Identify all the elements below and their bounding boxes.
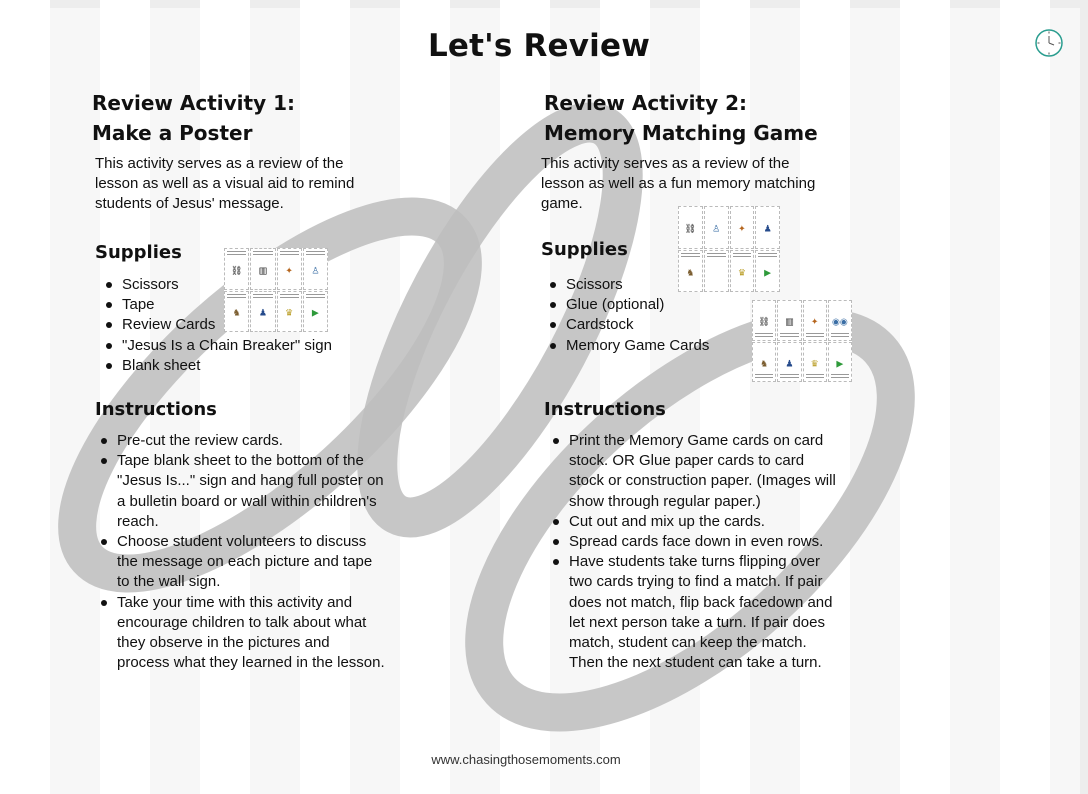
runner-icon: ✦ xyxy=(738,223,746,234)
list-item: Scissors xyxy=(100,275,360,295)
man-icon: ♟ xyxy=(785,358,794,369)
go-icon: ▶ xyxy=(311,307,319,318)
list-item: "Jesus Is a Chain Breaker" sign xyxy=(100,336,360,356)
jail-icon: ▥ xyxy=(258,265,268,276)
activity2-heading-line1: Review Activity 2: xyxy=(544,91,747,115)
activity2-intro: This activity serves as a review of the lesson as well as a fun memory matching game. xyxy=(541,155,816,212)
list-item: Glue (optional) xyxy=(544,295,744,315)
review-cards-thumbnail xyxy=(224,248,328,332)
list-item: Spread cards face down in even rows. xyxy=(547,532,837,552)
crown-icon: ♛ xyxy=(737,267,746,278)
list-item: Cardstock xyxy=(544,315,744,335)
man-icon: ♟ xyxy=(258,307,267,318)
activity2-instructions-list xyxy=(547,431,837,673)
man-icon: ♟ xyxy=(763,223,772,234)
person-icon: ♙ xyxy=(311,265,320,276)
list-item: Cut out and mix up the cards. xyxy=(547,512,837,532)
eyes-icon: ◉◉ xyxy=(832,316,848,327)
lamb-icon: ♞ xyxy=(232,307,241,318)
list-item: Blank sheet xyxy=(100,356,360,376)
list-item: Memory Game Cards xyxy=(544,336,744,356)
lamb-icon: ♞ xyxy=(760,358,769,369)
crown-icon: ♛ xyxy=(285,307,294,318)
list-item: Have students take turns flipping over two cards trying to find a match. If pair does not match, flip back facedown and let next person take a turn. If pair does match, student can keep the match. Then the next student can take a turn. xyxy=(547,552,837,673)
list-item: Take your time with this activity and encourage children to talk about what they observe in the pictures and process what they learned in the lesson. xyxy=(95,593,385,674)
footer-url: www.chasingthosemoments.com xyxy=(431,752,621,767)
list-item: Scissors xyxy=(544,275,744,295)
activity2-heading-line2: Memory Matching Game xyxy=(544,121,818,145)
list-item: Review Cards xyxy=(100,315,360,335)
activity1-heading-line2: Make a Poster xyxy=(92,121,253,145)
clock-logo-icon xyxy=(1034,28,1064,58)
activity1-intro: This activity serves as a review of the lesson as well as a visual aid to remind students of Jesus' message. xyxy=(95,155,355,212)
page-title: Let's Review xyxy=(427,28,651,64)
memory-cards-thumbnail-front xyxy=(752,300,852,382)
list-item: Tape xyxy=(100,295,360,315)
activity1-supplies-heading: Supplies xyxy=(95,242,182,263)
activity1-instructions-list xyxy=(95,431,385,673)
runner-icon: ✦ xyxy=(810,316,819,327)
activity2-supplies-heading: Supplies xyxy=(541,239,628,260)
activity1-instructions-heading: Instructions xyxy=(95,399,217,420)
lamb-icon: ♞ xyxy=(686,267,695,278)
crown-icon: ♛ xyxy=(810,358,819,369)
go-icon: ▶ xyxy=(836,358,844,369)
person-icon: ♙ xyxy=(712,223,721,234)
go-icon: ▶ xyxy=(764,267,772,278)
activity2-supplies-list xyxy=(544,275,744,356)
list-item: Print the Memory Game cards on card stock. OR Glue paper cards to card stock or construction paper. (Images will show through regular paper.) xyxy=(547,431,837,512)
runner-icon: ✦ xyxy=(285,265,293,276)
jail-icon: ▥ xyxy=(785,316,794,327)
list-item: Tape blank sheet to the bottom of the "Jesus Is..." sign and hang full poster on a bulletin board or wall within children's reach. xyxy=(95,451,385,532)
list-item: Choose student volunteers to discuss the message on each picture and tape to the wall sign. xyxy=(95,532,385,593)
activity2-instructions-heading: Instructions xyxy=(544,399,666,420)
chain-icon: ⛓ xyxy=(684,223,697,234)
chain-icon: ⛓ xyxy=(758,316,770,327)
list-item: Pre-cut the review cards. xyxy=(95,431,385,451)
activity1-heading-line1: Review Activity 1: xyxy=(92,91,295,115)
chain-icon: ⛓ xyxy=(230,265,243,276)
